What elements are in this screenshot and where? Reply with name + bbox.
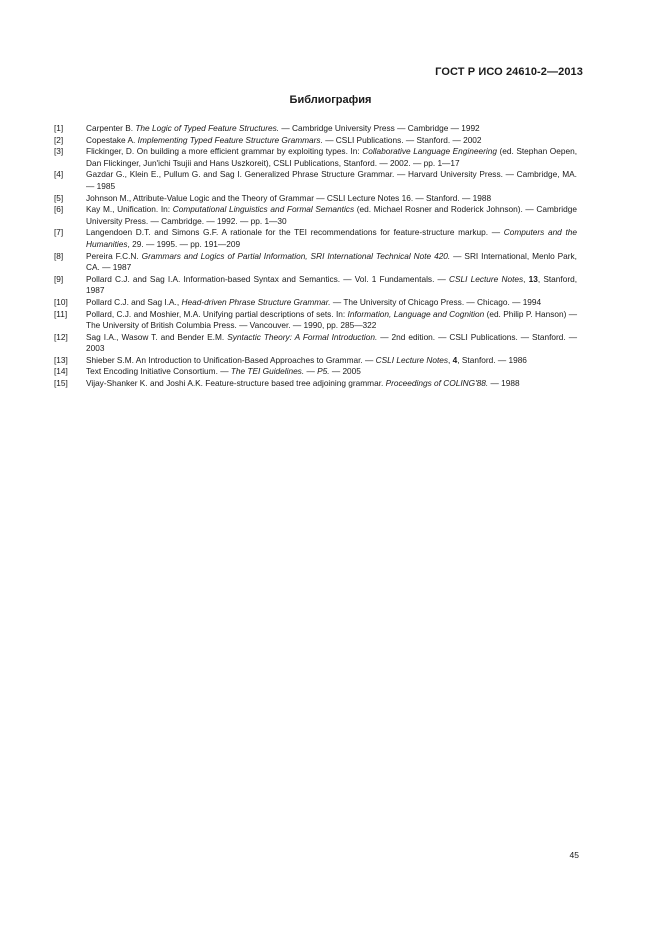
entry-title-italic: Collaborative Language Engineering [362, 146, 497, 157]
entry-title-italic: Computational Linguistics and Formal Semantics [172, 204, 355, 215]
entry-volume-bold: 4 [452, 354, 458, 365]
entry-number: [2] [54, 134, 64, 145]
entry-title-italic: Head-driven Phrase Structure Grammar. [181, 296, 331, 307]
entry-text-segment: Kay M., Unification. In: [86, 204, 173, 215]
entry-text-segment: Copestake A. [86, 134, 138, 145]
entry-number: [13] [54, 354, 68, 365]
bibliography-entry [54, 204, 577, 227]
entry-text [86, 123, 577, 135]
bibliography-list [54, 123, 577, 390]
entry-text-segment: Pollard, C.J. and Moshier, M.A. Unifying partial descriptions of sets. In: [86, 308, 348, 319]
entry-text [86, 309, 577, 332]
entry-text-segment: Sag I.A., Wasow T. and Bender E.M. [86, 331, 228, 342]
entry-title-italic: Grammars and Logics of Partial Information, SRI International Technical Note 420. [141, 250, 451, 261]
entry-number: [4] [54, 169, 64, 180]
entry-text-segment: — [304, 366, 318, 377]
bibliography-entry [54, 135, 577, 147]
standard-code-header: ГОСТ Р ИСО 24610-2—2013 [435, 66, 583, 78]
entry-number: [7] [54, 227, 64, 238]
entry-text-segment: Flickinger, D. On building a more efficient grammar by exploiting types. In: [86, 146, 363, 157]
bibliography-entry [54, 366, 577, 378]
bibliography-entry [54, 309, 577, 332]
entry-text [86, 193, 577, 205]
bibliography-entry [54, 169, 577, 192]
entry-title-italic: CSLI Lecture Notes [375, 354, 449, 365]
page-title: Библиография [289, 94, 372, 106]
entry-volume-bold: 13 [528, 273, 538, 284]
bibliography-entry [54, 332, 577, 355]
entry-text-segment: — The University of Chicago Press. — Chicago. — 1994 [330, 296, 542, 307]
entry-number: [6] [54, 204, 64, 215]
entry-text-segment: Text Encoding Initiative Consortium. — [86, 366, 231, 377]
entry-text-segment: — Cambridge University Press — Cambridge — 1992 [279, 123, 480, 133]
entry-text-segment: , 29. — 1995. — pp. 191—209 [127, 238, 241, 249]
entry-text-segment: Carpenter B. [86, 123, 136, 133]
entry-title-italic: Implementing Typed Feature Structure Grammars. [137, 134, 323, 145]
entry-title-italic: The Logic of Typed Feature Structures. [135, 123, 280, 133]
bibliography-entry [54, 297, 577, 309]
entry-text-segment: , [448, 354, 453, 365]
entry-number: [10] [54, 296, 68, 307]
entry-title-italic: CSLI Lecture Notes [449, 273, 524, 284]
entry-title-italic: P5. [317, 366, 330, 377]
entry-text [86, 332, 577, 355]
entry-text-segment: (ed. Michael Rosner and Roderick Johnson). — Cambridge University Press. — Cambridge. — 1992. — pp. 1—30 [86, 204, 577, 226]
entry-text-segment: Gazdar G., Klein E., Pullum G. and Sag I. Generalized Phrase Structure Grammar. — Harvard University Press. — Cambridge, MA. — 1985 [86, 169, 577, 191]
entry-text [86, 378, 577, 390]
bibliography-entry [54, 274, 577, 297]
entry-title-italic: Syntactic Theory: A Formal Introduction. [227, 331, 378, 342]
bibliography-entry [54, 193, 577, 205]
entry-number: [12] [54, 331, 68, 342]
entry-text-segment: Pollard C.J. and Sag I.A. Information-based Syntax and Semantics. — Vol. 1 Fundamentals. — [86, 273, 450, 284]
entry-text [86, 169, 577, 192]
entry-text [86, 204, 577, 227]
bibliography-entry [54, 227, 577, 250]
entry-text [86, 146, 577, 169]
page-number: 45 [569, 850, 579, 860]
entry-number: [1] [54, 123, 64, 133]
entry-text-segment: , Stanford. — 1986 [457, 354, 527, 365]
entry-number: [8] [54, 250, 64, 261]
entry-text-segment: Johnson M., Attribute-Value Logic and the Theory of Grammar — CSLI Lecture Notes 16. — Stanford. — 1988 [86, 192, 492, 203]
entry-text [86, 251, 577, 274]
entry-text-segment: Pollard C.J. and Sag I.A., [86, 296, 182, 307]
entry-title-italic: The TEI Guidelines. [230, 366, 305, 377]
entry-number: [14] [54, 366, 68, 377]
entry-text-segment: Shieber S.M. An Introduction to Unification-Based Approaches to Grammar. — [86, 354, 376, 365]
entry-text-segment: Pereira F.C.N. [86, 250, 142, 261]
entry-text [86, 355, 577, 367]
entry-title-italic: Information, Language and Cognition [347, 308, 485, 319]
entry-text-segment: (ed. Stephan Oepen, Dan Flickinger, Jun'ichi Tsujii and Hans Uszkoreit), CSLI Publications, Stanford. — 2002. — pp. 1—17 [86, 146, 578, 168]
bibliography-entry [54, 355, 577, 367]
entry-number: [11] [54, 308, 68, 319]
entry-number: [5] [54, 192, 64, 203]
entry-text-segment: , [523, 273, 529, 284]
entry-text-segment: Vijay-Shanker K. and Joshi A.K. Feature-structure based tree adjoining grammar. [86, 378, 386, 389]
entry-number: [15] [54, 378, 68, 389]
entry-text-segment: — SRI International, Menlo Park, CA. — 1987 [86, 250, 577, 273]
entry-text-segment: — 1988 [488, 378, 520, 389]
entry-text [86, 274, 577, 297]
entry-text-segment: (ed. Philip P. Hanson) — The University of British Columbia Press. — Vancouver. — 1990, pp. 285—322 [86, 308, 577, 331]
entry-text-segment: — 2nd edition. — CSLI Publications. — Stanford. — 2003 [86, 331, 577, 354]
entry-text [86, 227, 577, 250]
bibliography-entry [54, 378, 577, 390]
entry-number: [3] [54, 146, 64, 157]
entry-text-segment: Langendoen D.T. and Simons G.F. A rationale for the TEI recommendations for feature-structure markup. — [86, 227, 504, 238]
entry-text-segment: , Stanford, 1987 [86, 273, 578, 296]
bibliography-entry [54, 251, 577, 274]
entry-title-italic: Proceedings of COLING'88. [385, 378, 489, 389]
bibliography-entry [54, 123, 577, 135]
entry-text-segment: — CSLI Publications. — Stanford. — 2002 [322, 134, 482, 145]
entry-text-segment: — 2005 [329, 366, 361, 377]
bibliography-entry [54, 146, 577, 169]
entry-title-italic: Computers and the Humanities [86, 227, 577, 249]
entry-text [86, 297, 577, 309]
entry-text [86, 366, 577, 378]
entry-number: [9] [54, 273, 64, 284]
entry-text [86, 135, 577, 147]
